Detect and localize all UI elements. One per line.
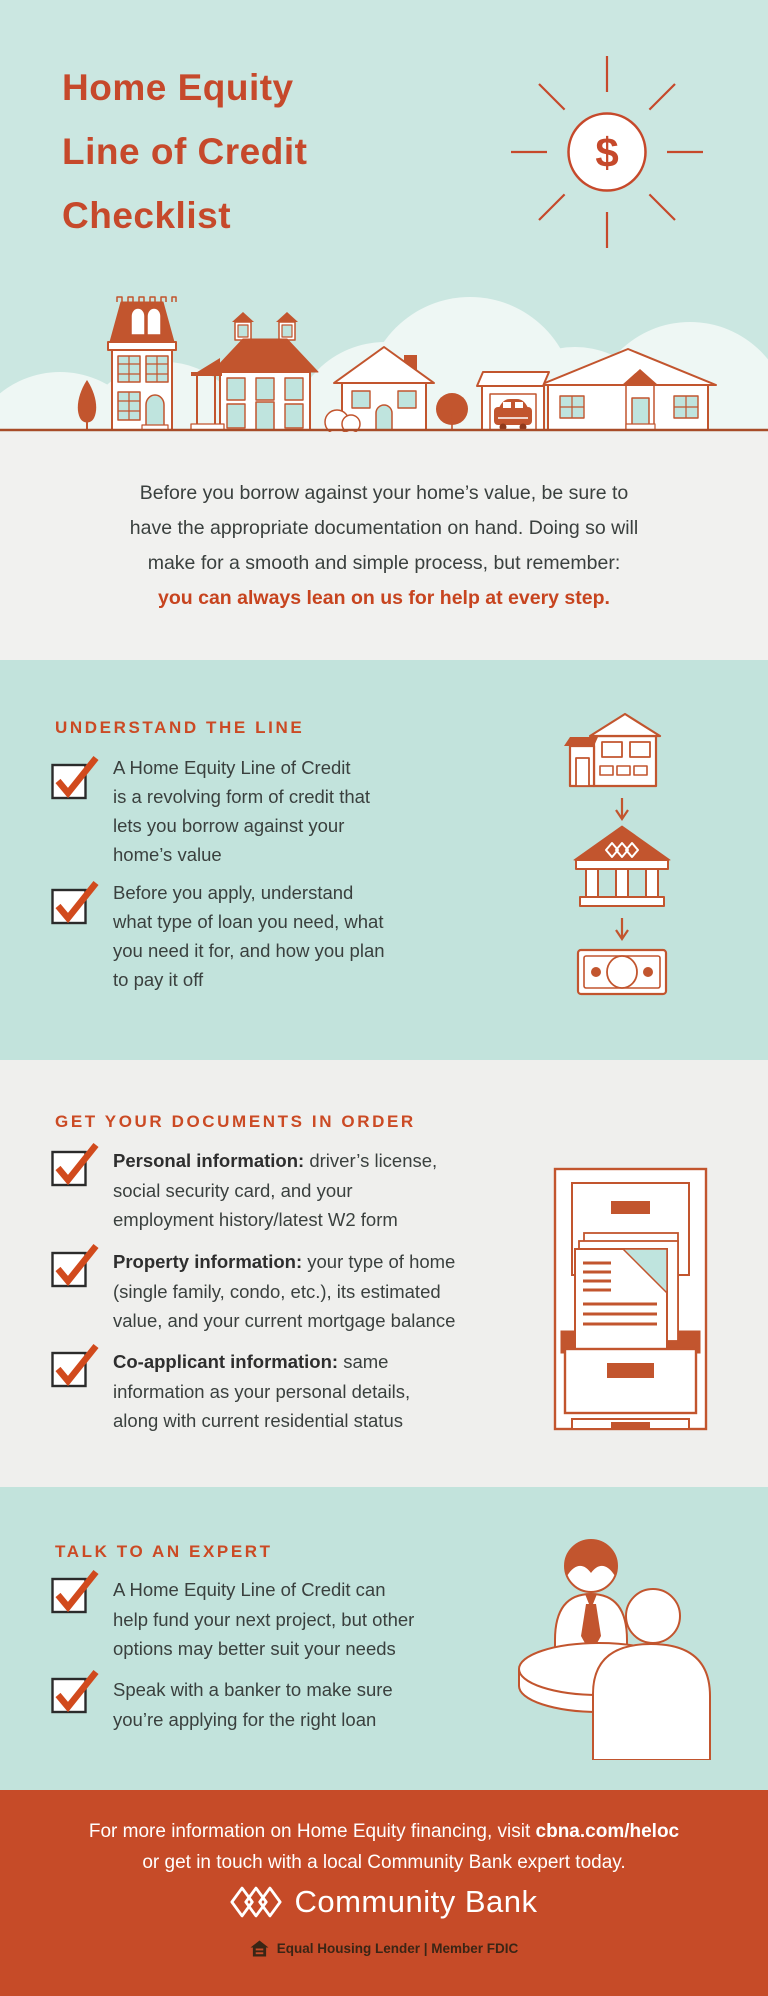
checklist-item-text: Property information: your type of home (single family, condo, etc.), its estimated value, and your current mortgage balance [113,1251,456,1331]
dollar-sign: $ [595,129,619,176]
down-arrow-icon [616,798,628,819]
heloc-link[interactable]: cbna.com/heloc [535,1821,680,1842]
section-heading: GET YOUR DOCUMENTS IN ORDER [55,1112,416,1131]
checklist-item-text: Before you apply, understand what type of loan you need, what you need it for, and how you plan to pay it off [113,882,385,990]
brand-name: Community Bank [294,1884,538,1919]
checklist-item-text: A Home Equity Line of Credit is a revolving form of credit that lets you borrow against your home’s value [113,757,371,865]
checkbox-checked-icon [50,1669,100,1715]
down-arrow-icon [616,918,628,939]
house-icon [564,714,660,786]
checklist-item [50,1243,455,1336]
checkbox-checked-icon [50,880,100,926]
intro-line: make for a smooth and simple process, but remember: [147,552,621,574]
intro-section [0,432,768,660]
section-talk-to-an-expert [0,1487,768,1790]
intro-line: Before you borrow against your home’s value, be sure to [139,482,629,504]
checklist-item [50,1569,414,1664]
client-head [626,1589,680,1643]
file-drawer-icon [548,1163,713,1435]
title-line-1: Home Equity [62,67,294,108]
checklist-item-text: Speak with a banker to make sure you’re applying for the right loan [113,1679,393,1730]
checklist-item [50,1142,437,1235]
legal-row [0,1940,768,1957]
equal-housing-icon [250,1940,269,1957]
section-heading: UNDERSTAND THE LINE [55,718,305,737]
page-title [62,56,307,248]
footer-text [0,1816,768,1878]
client-body [593,1644,710,1760]
checklist-item [50,755,370,869]
checkbox-checked-icon [50,1142,100,1188]
intro-line: have the appropriate documentation on hand. Doing so will [129,517,639,539]
checklist-item-text: Co-applicant information: same information as your personal details, along with current residential status [113,1351,411,1431]
money-bill-icon [578,950,666,994]
section-understand-the-line [0,660,768,1060]
houses-skyline-illustration [0,252,768,432]
section-heading: TALK TO AN EXPERT [55,1542,273,1561]
legal-text: Equal Housing Lender | Member FDIC [276,1941,519,1956]
banker-client-illustration [505,1532,720,1760]
title-line-2: Line of Credit [62,131,308,172]
checkbox-checked-icon [50,1343,100,1389]
footer-section [0,1790,768,1996]
hero-section [0,0,768,432]
house-to-bank-to-cash-illustration [560,710,684,1000]
checkbox-checked-icon [50,755,100,801]
intro-text [0,476,768,616]
brand-row [0,1884,768,1920]
victorian-house-icon [108,297,176,430]
checklist-item [50,1669,393,1734]
checklist-item [50,880,385,994]
checklist-item-text: A Home Equity Line of Credit can help fund your next project, but other options may better suit your needs [113,1579,415,1659]
knot-logo-icon [230,1885,282,1919]
sun-dollar-icon [507,52,707,252]
checkbox-checked-icon [50,1569,100,1615]
title-line-3: Checklist [62,195,232,236]
footer-line-2: or get in touch with a local Community Bank expert today. [142,1852,626,1873]
checkbox-checked-icon [50,1243,100,1289]
intro-highlight: you can always lean on us for help at every step. [158,587,610,609]
checklist-item [50,1343,410,1436]
checklist-item-text: Personal information: driver’s license, social security card, and your employment history/latest W2 form [113,1150,438,1230]
footer-line-1: For more information on Home Equity financing, visit cbna.com/heloc [88,1821,680,1842]
section-get-your-documents [0,1060,768,1487]
bank-icon [574,826,670,906]
